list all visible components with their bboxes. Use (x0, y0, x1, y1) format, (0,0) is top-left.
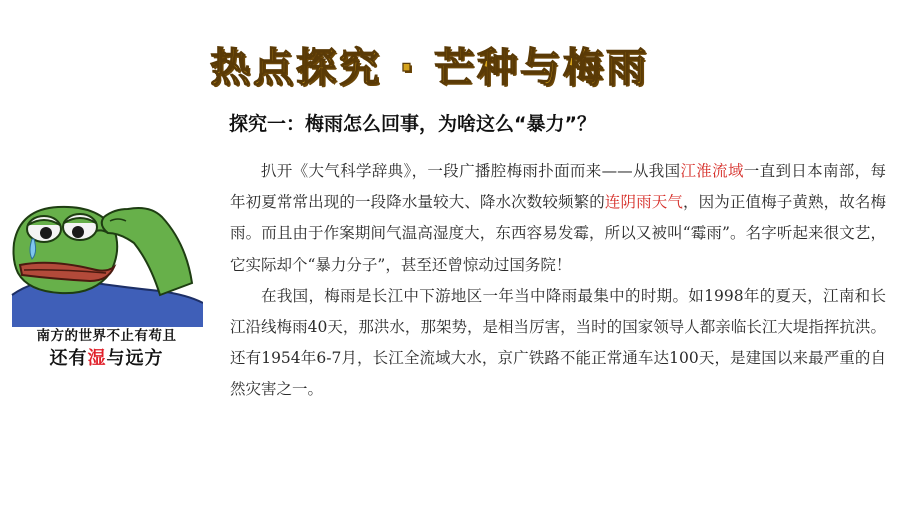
meme-caption-red-word: 湿 (87, 348, 107, 369)
meme-image (10, 203, 203, 371)
paragraph-1 (230, 156, 886, 281)
paragraph-1-part-2: 一直到日本南部，每年初夏常常出现的一段降水量较大、降水次数较频繁的 (230, 162, 886, 212)
article-body (230, 156, 886, 406)
paragraph-2: 在我国，梅雨是长江中下游地区一年当中降雨最集中的时期。如1998年的夏天，江南和长江沿线梅雨40天，那洪水，那架势，是相当厉害，当时的国家领导人都亲临长江大堤指挥抗洪。还有1954年6-7月，长江全流域大水，京广铁路不能正常通车达100天，是建国以来最严重的自然灾害之一。 (230, 286, 886, 399)
slide-title: 热点探究 · 芒种与梅雨 (210, 45, 650, 91)
meme-caption-after: 与远方 (106, 348, 164, 369)
section-heading: 探究一：梅雨怎么回事，为啥这么“暴力”？ (229, 113, 596, 135)
meme-caption-line1: 南方的世界不止有苟且 (36, 328, 177, 344)
paragraph-1-part-3: ，因为正值梅子黄熟，故名梅雨。而且由于作案期间气温高湿度大，东西容易发霉，所以又被叫“霉雨”。名字听起来很文艺，它实际却个“暴力分子”，甚至还曾惊动过国务院！ (230, 193, 886, 274)
highlight-jianghuai-basin: 江淮流域 (680, 162, 744, 180)
highlight-continuous-rain: 连阴雨天气 (604, 193, 684, 212)
meme-caption-line2 (10, 344, 203, 370)
paragraph-1-part-1: 扒开《大气科学辞典》，一段广播腔梅雨扑面而来——从我国 (261, 162, 681, 180)
meme-caption-before: 还有 (49, 348, 88, 369)
